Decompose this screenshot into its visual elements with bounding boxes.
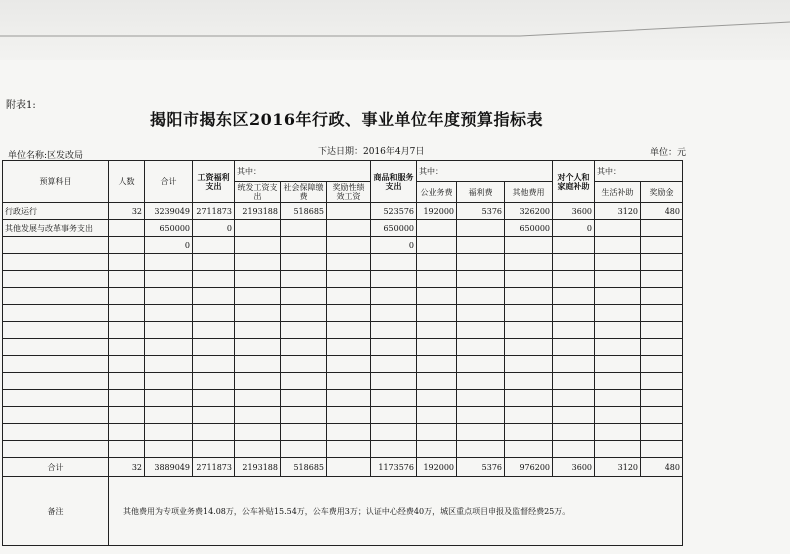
cell-bonus: [641, 356, 683, 373]
total-living-subsidy: 3120: [595, 458, 641, 477]
cell-performance-pay: [327, 288, 371, 305]
cell-other-expenses: 650000: [505, 220, 553, 237]
cell-performance-pay: [327, 373, 371, 390]
cell-welfare-fee: [457, 288, 505, 305]
cell-subject: [3, 373, 109, 390]
col-salary-welfare: 工资福利支出: [193, 161, 235, 203]
cell-total: [145, 288, 193, 305]
cell-performance-pay: [327, 356, 371, 373]
cell-other-expenses: [505, 237, 553, 254]
table-row: [3, 373, 683, 390]
cell-subject: [3, 339, 109, 356]
cell-personal-subsidy: [553, 441, 595, 458]
cell-unified-salary: [235, 407, 281, 424]
remarks-label: 备注: [3, 477, 109, 546]
cell-other-expenses: [505, 339, 553, 356]
remarks-row: [3, 477, 683, 546]
cell-public-affairs: [417, 271, 457, 288]
cell-living-subsidy: [595, 271, 641, 288]
cell-welfare-fee: [457, 220, 505, 237]
table-row: [3, 237, 683, 254]
cell-salary-welfare: 0: [193, 220, 235, 237]
cell-social-security: [281, 305, 327, 322]
total-salary-welfare: 2711873: [193, 458, 235, 477]
cell-welfare-fee: [457, 441, 505, 458]
table-row: [3, 254, 683, 271]
cell-performance-pay: [327, 441, 371, 458]
cell-total: 3239049: [145, 203, 193, 220]
cell-bonus: 480: [641, 203, 683, 220]
cell-salary-welfare: [193, 254, 235, 271]
cell-subject: [3, 390, 109, 407]
cell-living-subsidy: [595, 305, 641, 322]
total-bonus: 480: [641, 458, 683, 477]
cell-welfare-fee: [457, 237, 505, 254]
cell-headcount: 32: [109, 203, 145, 220]
cell-goods-services: [371, 424, 417, 441]
table-row: [3, 271, 683, 288]
cell-headcount: [109, 356, 145, 373]
cell-bonus: [641, 237, 683, 254]
cell-headcount: [109, 424, 145, 441]
cell-goods-services: [371, 288, 417, 305]
cell-goods-services: [371, 305, 417, 322]
cell-living-subsidy: [595, 441, 641, 458]
cell-headcount: [109, 407, 145, 424]
cell-other-expenses: [505, 424, 553, 441]
cell-total: [145, 271, 193, 288]
cell-welfare-fee: [457, 424, 505, 441]
cell-living-subsidy: [595, 339, 641, 356]
cell-performance-pay: [327, 424, 371, 441]
cell-subject: [3, 322, 109, 339]
cell-total: [145, 373, 193, 390]
cell-living-subsidy: [595, 356, 641, 373]
cell-social-security: [281, 322, 327, 339]
cell-public-affairs: [417, 322, 457, 339]
cell-personal-subsidy: [553, 305, 595, 322]
cell-other-expenses: [505, 288, 553, 305]
col-headcount: 人数: [109, 161, 145, 203]
col-bonus: 奖励金: [641, 182, 683, 203]
table-row: [3, 220, 683, 237]
page-fold-line: [0, 0, 790, 60]
cell-bonus: [641, 441, 683, 458]
cell-subject: [3, 237, 109, 254]
table-row: [3, 441, 683, 458]
cell-headcount: [109, 288, 145, 305]
cell-living-subsidy: [595, 254, 641, 271]
cell-performance-pay: [327, 220, 371, 237]
cell-goods-services: 523576: [371, 203, 417, 220]
cell-bonus: [641, 288, 683, 305]
cell-subject: [3, 424, 109, 441]
col-personal-subsidy: 对个人和家庭补助: [553, 161, 595, 203]
cell-living-subsidy: [595, 237, 641, 254]
budget-table: [2, 160, 683, 546]
cell-unified-salary: [235, 373, 281, 390]
cell-unified-salary: [235, 322, 281, 339]
cell-public-affairs: [417, 424, 457, 441]
cell-personal-subsidy: [553, 271, 595, 288]
cell-welfare-fee: 5376: [457, 203, 505, 220]
cell-personal-subsidy: 0: [553, 220, 595, 237]
remarks-text: 其他费用为专项业务费14.08万，公车补贴15.54万，公车费用3万；认证中心经费40万，城区重点项目申报及监督经费25万。: [109, 477, 683, 546]
cell-personal-subsidy: [553, 339, 595, 356]
cell-goods-services: [371, 356, 417, 373]
cell-total: [145, 407, 193, 424]
cell-other-expenses: [505, 441, 553, 458]
cell-salary-welfare: [193, 390, 235, 407]
cell-personal-subsidy: [553, 424, 595, 441]
cell-public-affairs: [417, 407, 457, 424]
cell-other-expenses: [505, 254, 553, 271]
cell-subject: [3, 254, 109, 271]
cell-public-affairs: [417, 288, 457, 305]
col-welfare-fee: 福利费: [457, 182, 505, 203]
table-row: [3, 424, 683, 441]
cell-unified-salary: [235, 288, 281, 305]
cell-social-security: 518685: [281, 203, 327, 220]
total-performance-pay: [327, 458, 371, 477]
cell-salary-welfare: [193, 441, 235, 458]
total-welfare-fee: 5376: [457, 458, 505, 477]
cell-performance-pay: [327, 203, 371, 220]
cell-goods-services: 650000: [371, 220, 417, 237]
cell-performance-pay: [327, 237, 371, 254]
cell-public-affairs: [417, 356, 457, 373]
cell-public-affairs: 192000: [417, 203, 457, 220]
cell-performance-pay: [327, 254, 371, 271]
cell-subject: 其他发展与改革事务支出: [3, 220, 109, 237]
cell-bonus: [641, 322, 683, 339]
cell-personal-subsidy: [553, 322, 595, 339]
cell-salary-welfare: [193, 305, 235, 322]
cell-public-affairs: [417, 339, 457, 356]
table-row: [3, 203, 683, 220]
table-row: [3, 288, 683, 305]
cell-social-security: [281, 288, 327, 305]
col-other-expenses: 其他费用: [505, 182, 553, 203]
cell-unified-salary: [235, 356, 281, 373]
cell-welfare-fee: [457, 373, 505, 390]
cell-headcount: [109, 390, 145, 407]
cell-subject: 行政运行: [3, 203, 109, 220]
cell-social-security: [281, 237, 327, 254]
cell-welfare-fee: [457, 271, 505, 288]
cell-total: [145, 390, 193, 407]
cell-bonus: [641, 305, 683, 322]
cell-bonus: [641, 339, 683, 356]
cell-goods-services: [371, 407, 417, 424]
cell-total: [145, 339, 193, 356]
col-performance-pay: 奖励性绩效工资: [327, 182, 371, 203]
cell-subject: [3, 305, 109, 322]
cell-unified-salary: [235, 390, 281, 407]
cell-living-subsidy: 3120: [595, 203, 641, 220]
document-title: 揭阳市揭东区2016年行政、事业单位年度预算指标表: [150, 110, 544, 129]
cell-goods-services: [371, 441, 417, 458]
cell-living-subsidy: [595, 220, 641, 237]
cell-goods-services: 0: [371, 237, 417, 254]
total-personal-subsidy: 3600: [553, 458, 595, 477]
cell-goods-services: [371, 271, 417, 288]
cell-performance-pay: [327, 305, 371, 322]
cell-goods-services: [371, 373, 417, 390]
cell-social-security: [281, 441, 327, 458]
cell-social-security: [281, 339, 327, 356]
cell-public-affairs: [417, 305, 457, 322]
cell-personal-subsidy: [553, 373, 595, 390]
cell-headcount: [109, 339, 145, 356]
cell-personal-subsidy: [553, 390, 595, 407]
cell-total: [145, 322, 193, 339]
cell-salary-welfare: [193, 237, 235, 254]
total-other-expenses: 976200: [505, 458, 553, 477]
table-row: [3, 305, 683, 322]
cell-headcount: [109, 373, 145, 390]
cell-living-subsidy: [595, 288, 641, 305]
cell-headcount: [109, 322, 145, 339]
cell-performance-pay: [327, 407, 371, 424]
cell-public-affairs: [417, 237, 457, 254]
cell-total: 0: [145, 237, 193, 254]
cell-salary-welfare: [193, 288, 235, 305]
cell-other-expenses: [505, 322, 553, 339]
cell-headcount: [109, 441, 145, 458]
cell-total: [145, 424, 193, 441]
cell-social-security: [281, 254, 327, 271]
cell-other-expenses: [505, 305, 553, 322]
cell-welfare-fee: [457, 407, 505, 424]
table-row: [3, 390, 683, 407]
cell-social-security: [281, 373, 327, 390]
cell-welfare-fee: [457, 254, 505, 271]
cell-other-expenses: [505, 390, 553, 407]
total-goods-services: 1173576: [371, 458, 417, 477]
cell-bonus: [641, 424, 683, 441]
table-row: [3, 407, 683, 424]
cell-unified-salary: [235, 424, 281, 441]
cell-unified-salary: [235, 339, 281, 356]
cell-subject: [3, 407, 109, 424]
cell-welfare-fee: [457, 322, 505, 339]
cell-personal-subsidy: [553, 254, 595, 271]
cell-performance-pay: [327, 390, 371, 407]
cell-personal-subsidy: [553, 288, 595, 305]
total-headcount: 32: [109, 458, 145, 477]
cell-headcount: [109, 305, 145, 322]
cell-public-affairs: [417, 441, 457, 458]
cell-personal-subsidy: 3600: [553, 203, 595, 220]
col-public-affairs: 公业务费: [417, 182, 457, 203]
cell-performance-pay: [327, 271, 371, 288]
cell-headcount: [109, 271, 145, 288]
header-row-1: [3, 161, 683, 182]
cell-total: [145, 254, 193, 271]
cell-goods-services: [371, 254, 417, 271]
cell-unified-salary: 2193188: [235, 203, 281, 220]
cell-welfare-fee: [457, 305, 505, 322]
cell-headcount: [109, 220, 145, 237]
cell-total: [145, 356, 193, 373]
cell-total: [145, 305, 193, 322]
cell-living-subsidy: [595, 322, 641, 339]
unit-name: 单位名称:区发改局: [8, 151, 84, 161]
cell-other-expenses: [505, 407, 553, 424]
cell-goods-services: [371, 339, 417, 356]
total-total: 3889049: [145, 458, 193, 477]
col-total: 合计: [145, 161, 193, 203]
cell-subject: [3, 356, 109, 373]
cell-bonus: [641, 373, 683, 390]
cell-unified-salary: [235, 220, 281, 237]
col-goods-services: 商品和服务支出: [371, 161, 417, 203]
cell-living-subsidy: [595, 373, 641, 390]
cell-total: [145, 441, 193, 458]
cell-goods-services: [371, 322, 417, 339]
cell-salary-welfare: [193, 322, 235, 339]
total-row: [3, 458, 683, 477]
cell-salary-welfare: [193, 407, 235, 424]
cell-salary-welfare: [193, 356, 235, 373]
cell-unified-salary: [235, 305, 281, 322]
table-row: [3, 339, 683, 356]
cell-living-subsidy: [595, 390, 641, 407]
cell-unified-salary: [235, 441, 281, 458]
cell-welfare-fee: [457, 356, 505, 373]
cell-social-security: [281, 424, 327, 441]
cell-personal-subsidy: [553, 237, 595, 254]
table-row: [3, 322, 683, 339]
cell-public-affairs: [417, 254, 457, 271]
cell-personal-subsidy: [553, 356, 595, 373]
col-living-subsidy: 生活补助: [595, 182, 641, 203]
cell-public-affairs: [417, 373, 457, 390]
cell-bonus: [641, 407, 683, 424]
cell-bonus: [641, 271, 683, 288]
cell-subject: [3, 271, 109, 288]
group-salary-of-which: 其中：: [235, 161, 371, 182]
cell-social-security: [281, 271, 327, 288]
currency-unit: 单位：元: [650, 148, 687, 158]
cell-personal-subsidy: [553, 407, 595, 424]
cell-social-security: [281, 356, 327, 373]
cell-unified-salary: [235, 237, 281, 254]
cell-total: 650000: [145, 220, 193, 237]
cell-public-affairs: [417, 390, 457, 407]
cell-salary-welfare: 2711873: [193, 203, 235, 220]
cell-social-security: [281, 220, 327, 237]
cell-other-expenses: 326200: [505, 203, 553, 220]
cell-living-subsidy: [595, 424, 641, 441]
col-budget-subject: 预算科目: [3, 161, 109, 203]
col-unified-salary: 统发工资支出: [235, 182, 281, 203]
cell-headcount: [109, 237, 145, 254]
cell-bonus: [641, 220, 683, 237]
group-subsidy-of-which: 其中：: [595, 161, 683, 182]
total-unified-salary: 2193188: [235, 458, 281, 477]
col-social-security: 社会保障缴费: [281, 182, 327, 203]
cell-other-expenses: [505, 373, 553, 390]
cell-salary-welfare: [193, 271, 235, 288]
cell-unified-salary: [235, 254, 281, 271]
cell-performance-pay: [327, 322, 371, 339]
cell-welfare-fee: [457, 339, 505, 356]
cell-bonus: [641, 390, 683, 407]
total-label: 合计: [3, 458, 109, 477]
cell-public-affairs: [417, 220, 457, 237]
cell-salary-welfare: [193, 339, 235, 356]
issue-date: 下达日期：2016年4月7日: [318, 147, 425, 157]
total-public-affairs: 192000: [417, 458, 457, 477]
table-row: [3, 356, 683, 373]
cell-other-expenses: [505, 356, 553, 373]
cell-social-security: [281, 407, 327, 424]
cell-goods-services: [371, 390, 417, 407]
attachment-label: 附表1:: [6, 100, 36, 111]
cell-unified-salary: [235, 271, 281, 288]
total-social-security: 518685: [281, 458, 327, 477]
cell-other-expenses: [505, 271, 553, 288]
cell-headcount: [109, 254, 145, 271]
cell-subject: [3, 288, 109, 305]
cell-social-security: [281, 390, 327, 407]
group-goods-of-which: 其中：: [417, 161, 553, 182]
cell-living-subsidy: [595, 407, 641, 424]
cell-subject: [3, 441, 109, 458]
cell-performance-pay: [327, 339, 371, 356]
cell-salary-welfare: [193, 424, 235, 441]
cell-bonus: [641, 254, 683, 271]
cell-salary-welfare: [193, 373, 235, 390]
cell-welfare-fee: [457, 390, 505, 407]
